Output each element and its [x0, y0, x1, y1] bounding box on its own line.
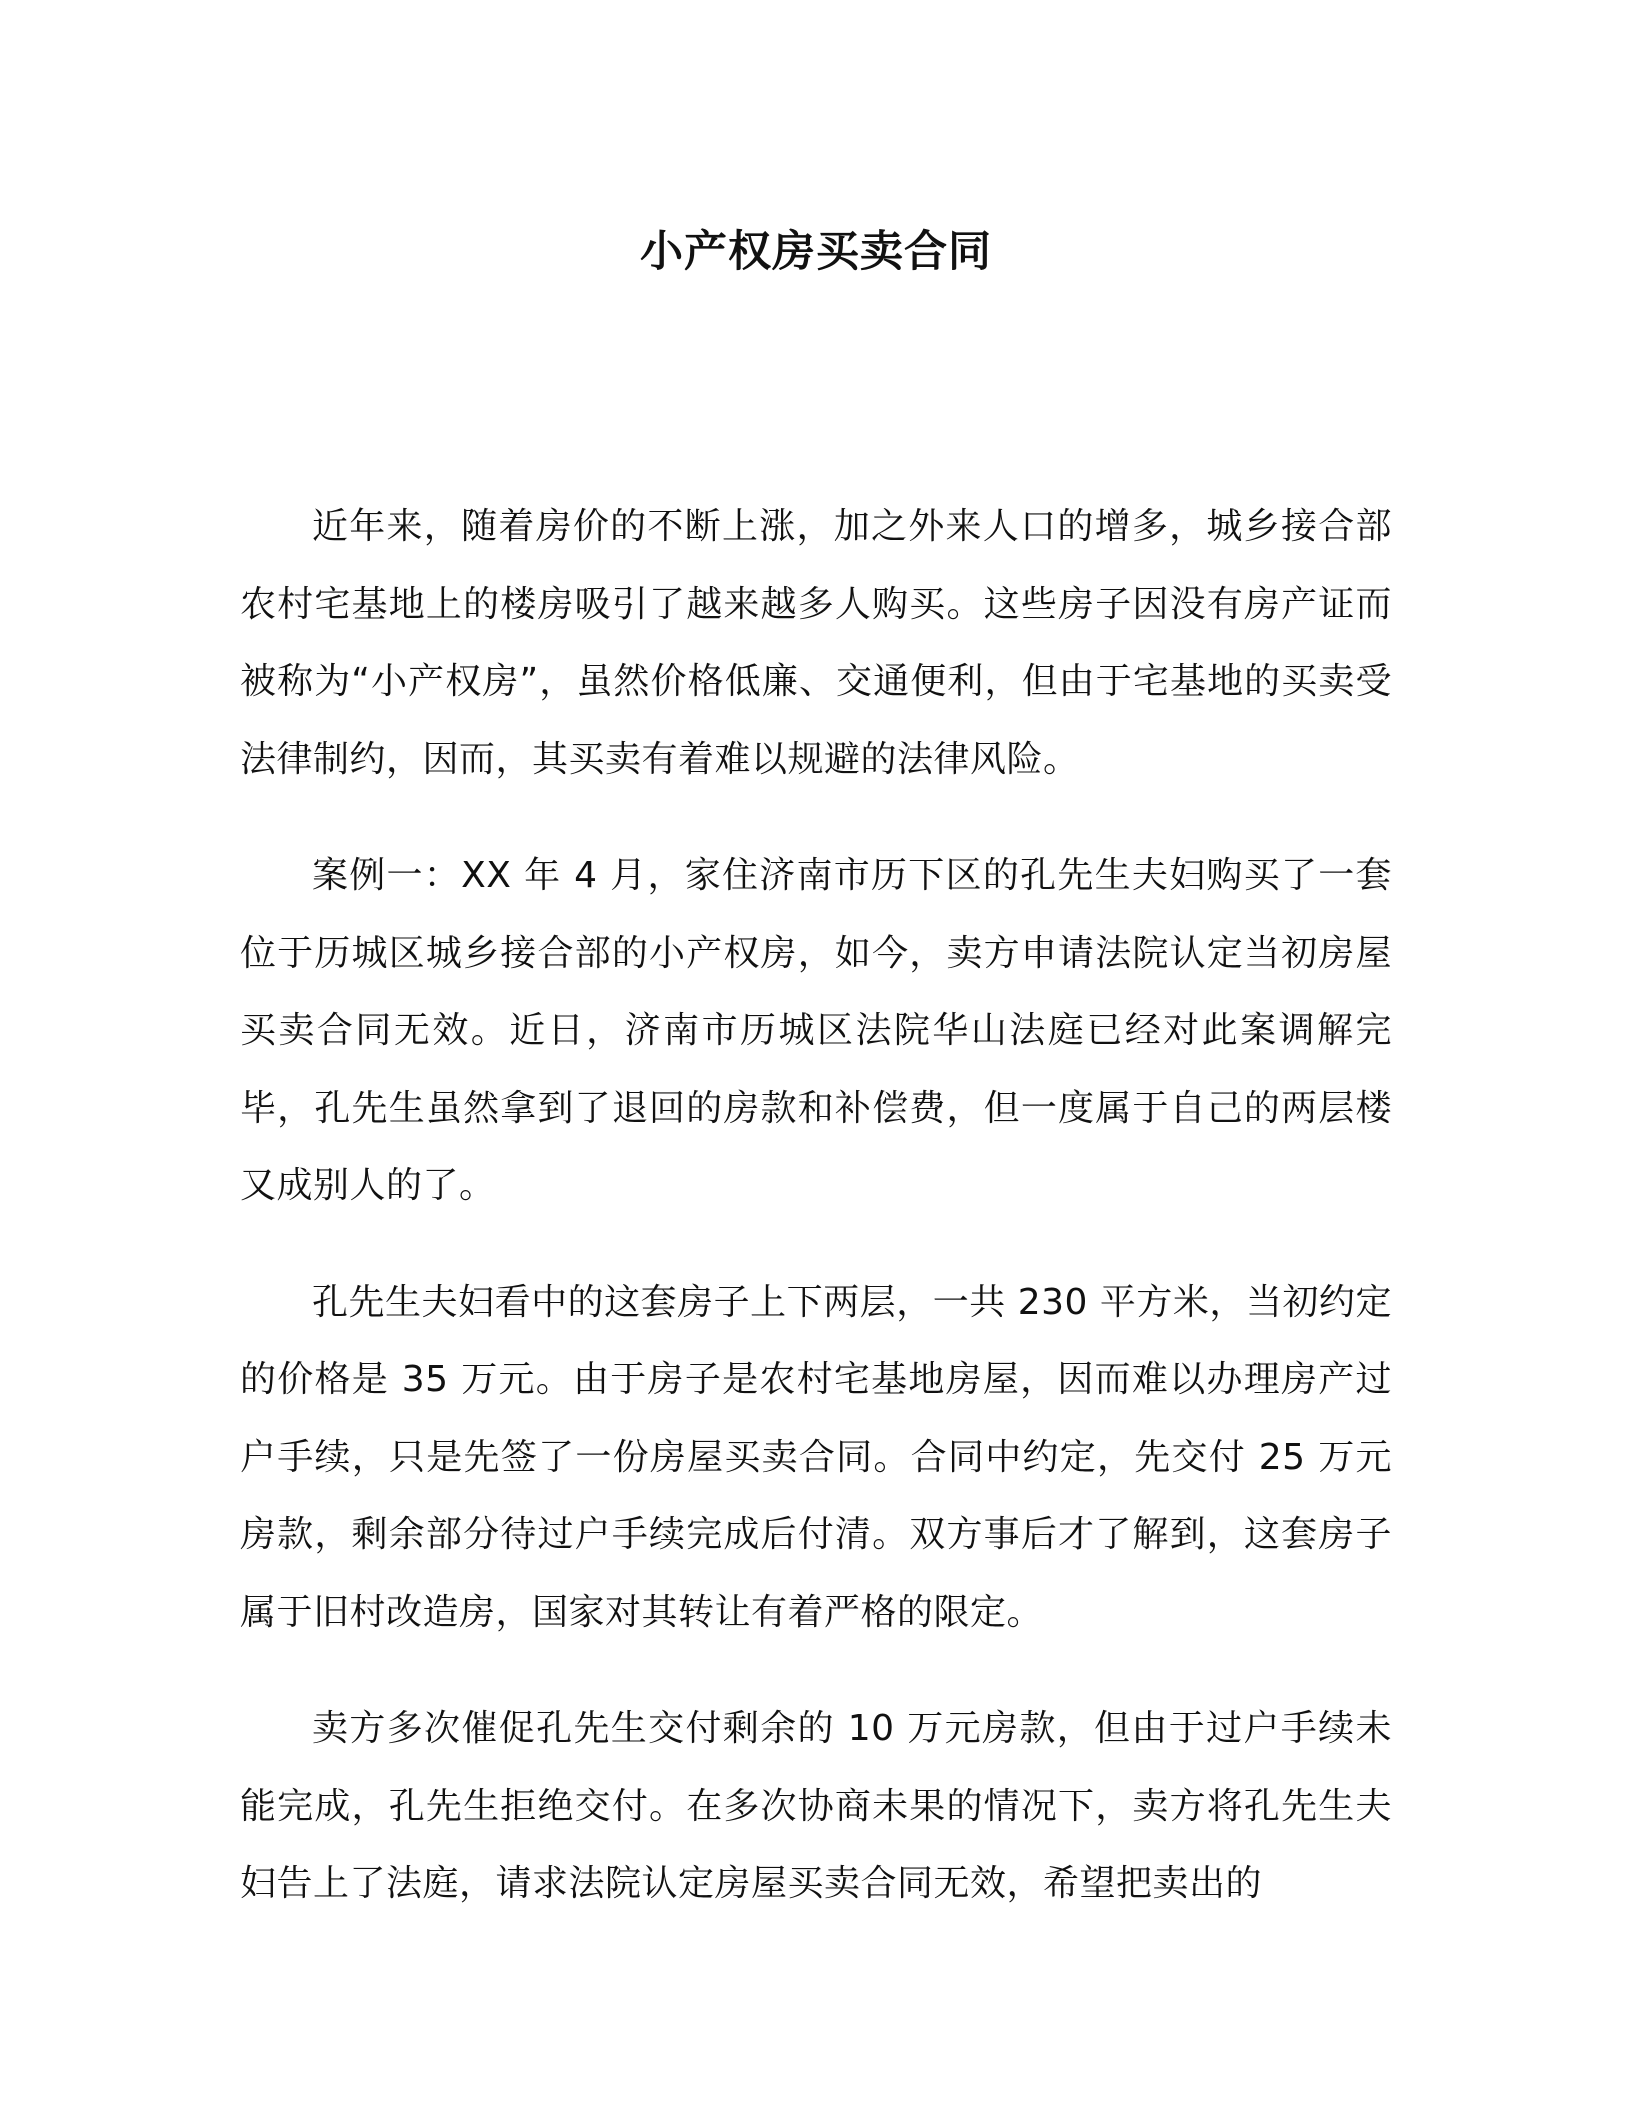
document-title: 小产权房买卖合同	[640, 227, 992, 277]
paragraph-dispute: 卖方多次催促孔先生交付剩余的 10 万元房款，但由于过户手续未能完成，孔先生拒绝交付。在多次协商未果的情况下，卖方将孔先生夫妇告上了法庭，请求法院认定房屋买卖合同无效，希望把卖出的	[240, 1708, 1392, 1904]
paragraph-case-one: 案例一：XX 年 4 月，家住济南市历下区的孔先生夫妇购买了一套位于历城区城乡接合部的小产权房，如今，卖方申请法院认定当初房屋买卖合同无效。近日，济南市历城区法院华山法庭已经对此案调解完毕，孔先生虽然拿到了退回的房款和补偿费，但一度属于自己的两层楼又成别人的了。	[240, 855, 1392, 1206]
paragraph-house-details: 孔先生夫妇看中的这套房子上下两层，一共 230 平方米，当初约定的价格是 35 万元。由于房子是农村宅基地房屋，因而难以办理房产过户手续，只是先签了一份房屋买卖合同。合同中约定，先交付 25 万元房款，剩余部分待过户手续完成后付清。双方事后才了解到，这套房子属于旧村改造房，国家对其转让有着严格的限定。	[240, 1281, 1392, 1633]
document-body	[240, 488, 1392, 1962]
paragraph-intro: 近年来，随着房价的不断上涨，加之外来人口的增多，城乡接合部农村宅基地上的楼房吸引了越来越多人购买。这些房子因没有房产证而被称为“小产权房”，虽然价格低廉、交通便利，但由于宅基地的买卖受法律制约，因而，其买卖有着难以规避的法律风险。	[240, 506, 1392, 780]
